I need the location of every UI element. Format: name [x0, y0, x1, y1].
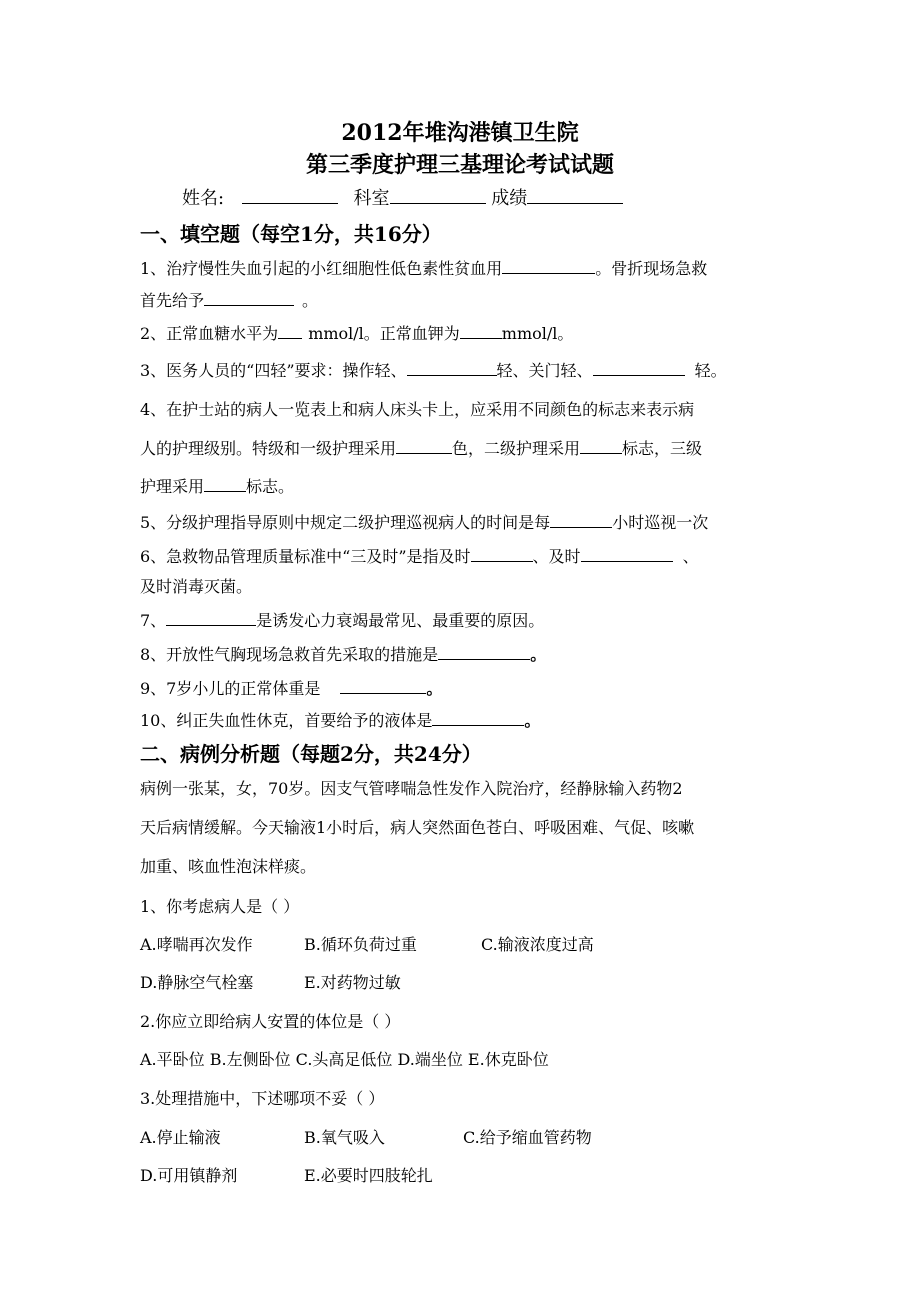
fill-q7-blank[interactable]: [166, 611, 256, 626]
fill-q4-text-c: 色，二级护理采用: [452, 439, 581, 458]
fill-q4-text-b: 人的护理级别。特级和一级护理采用: [140, 439, 397, 458]
case-q3-option-a[interactable]: A.停止输液: [140, 1128, 221, 1147]
fill-q6-line2: 及时消毒灭菌。: [140, 577, 253, 596]
fill-q4-text-f: 标志。: [246, 477, 295, 496]
fill-q10-text-a: 10、纠正失血性休克，首要给予的液体是: [140, 711, 433, 730]
case-q1-option-d[interactable]: D.静脉空气栓塞: [140, 973, 254, 992]
fill-q8: [140, 642, 546, 665]
fill-q4-text-d: 标志，三级: [622, 439, 703, 458]
section1-heading: 一、填空题（每空1分，共16分）: [140, 222, 442, 246]
case-q3-option-c[interactable]: C.给予缩血管药物: [463, 1128, 592, 1147]
fill-q8-text-a: 8、开放性气胸现场急救首先采取的措施是: [140, 645, 439, 664]
fill-q1-line1: [140, 256, 707, 279]
fill-q8-blank[interactable]: [438, 645, 530, 660]
case-q1-option-a[interactable]: A.哮喘再次发作: [140, 935, 253, 954]
fill-q5-text-b: 小时巡视一次: [612, 513, 709, 532]
fill-q3-blank1[interactable]: [407, 361, 497, 376]
case-q3-option-e[interactable]: E.必要时四肢轮扎: [304, 1166, 433, 1185]
exam-title-line2: 第三季度护理三基理论考试试题: [305, 152, 614, 178]
fill-q3: [140, 358, 727, 381]
fill-q9-blank[interactable]: [340, 679, 426, 694]
fill-q2-blank1[interactable]: [278, 324, 302, 339]
case-q1-option-b[interactable]: B.循环负荷过重: [304, 935, 417, 954]
fill-q9-text-b: 。: [426, 679, 443, 698]
fill-q8-text-b: 。: [530, 645, 547, 664]
case-q1-stem: 1、你考虑病人是（ ）: [140, 897, 300, 916]
fill-q4-line3: [140, 474, 294, 497]
fill-q5-blank[interactable]: [550, 513, 612, 528]
fill-q7-text-a: 7、: [140, 611, 167, 630]
fill-q2-text-a: 2、正常血糖水平为: [140, 324, 279, 343]
case-q2-stem: 2.你应立即给病人安置的体位是（ ）: [140, 1012, 401, 1031]
case-q1-option-e[interactable]: E.对药物过敏: [304, 973, 401, 992]
name-label: 姓名:: [182, 188, 225, 209]
fill-q10-text-b: 。: [524, 711, 541, 730]
fill-q3-blank2[interactable]: [593, 361, 685, 376]
fill-q10-blank[interactable]: [432, 711, 524, 726]
fill-q6-text-b: 、及时: [532, 547, 581, 566]
fill-q5: [140, 510, 708, 533]
fill-q2-blank2[interactable]: [460, 324, 502, 339]
fill-q1-text-a: 1、治疗慢性失血引起的小红细胞性低色素性贫血用: [140, 259, 503, 278]
dept-blank[interactable]: [390, 187, 486, 204]
fill-q5-text-a: 5、分级护理指导原则中规定二级护理巡视病人的时间是每: [140, 513, 551, 532]
fill-q6-text-a: 6、急救物品管理质量标准中“三及时”是指及时: [140, 547, 471, 566]
name-blank[interactable]: [242, 187, 338, 204]
fill-q10: [140, 708, 540, 731]
case-text-line2: 天后病情缓解。今天输液1小时后，病人突然面色苍白、呼吸困难、气促、咳嗽: [140, 818, 695, 837]
score-label: 成绩: [491, 188, 528, 209]
fill-q3-text-a: 3、医务人员的“四轻”要求：操作轻、: [140, 361, 407, 380]
fill-q7: [140, 608, 544, 631]
fill-q1-blank1[interactable]: [502, 259, 595, 274]
fill-q2-text-c: mmol/l。: [501, 324, 574, 343]
fill-q2: [140, 321, 573, 344]
fill-q2-text-b: mmol/l。正常血钾为: [308, 324, 460, 343]
case-text-line1: 病例一张某，女，70岁。因支气管哮喘急性发作入院治疗，经静脉输入药物2: [140, 779, 683, 798]
fill-q7-text-b: 是诱发心力衰竭最常见、最重要的原因。: [256, 611, 545, 630]
student-info-line: [182, 184, 623, 210]
fill-q1-text-c: 首先给予: [140, 291, 205, 310]
exam-title-line1: 2012年堆沟港镇卫生院: [341, 120, 579, 146]
fill-q4-blank2[interactable]: [580, 439, 622, 454]
fill-q4-text-e: 护理采用: [140, 477, 205, 496]
fill-q1-blank2[interactable]: [204, 291, 294, 306]
fill-q6-line1: [140, 544, 699, 567]
section2-heading: 二、病例分析题（每题2分，共24分）: [140, 742, 482, 766]
fill-q1-text-d: 。: [302, 291, 319, 310]
case-q1-option-c[interactable]: C.输液浓度过高: [481, 935, 594, 954]
fill-q9: [140, 676, 442, 699]
fill-q4-line1: 4、在护士站的病人一览表上和病人床头卡上，应采用不同颜色的标志来表示病: [140, 400, 695, 419]
fill-q4-blank3[interactable]: [204, 477, 246, 492]
score-blank[interactable]: [527, 187, 623, 204]
fill-q4-line2: [140, 436, 702, 459]
fill-q9-text-a: 9、7岁小儿的正常体重是: [140, 679, 321, 698]
dept-label: 科室: [353, 188, 390, 209]
fill-q6-blank1[interactable]: [471, 547, 533, 562]
case-q3-stem: 3.处理措施中，下述哪项不妥（ ）: [140, 1089, 385, 1108]
fill-q3-text-c: 轻。: [694, 361, 727, 380]
case-q2-options[interactable]: A.平卧位 B.左侧卧位 C.头高足低位 D.端坐位 E.休克卧位: [140, 1050, 549, 1069]
fill-q3-text-b: 轻、关门轻、: [496, 361, 593, 380]
case-q3-option-b[interactable]: B.氧气吸入: [304, 1128, 385, 1147]
fill-q6-blank2[interactable]: [581, 547, 673, 562]
fill-q1-text-b: 。骨折现场急救: [595, 259, 708, 278]
case-text-line3: 加重、咳血性泡沫样痰。: [140, 857, 317, 876]
fill-q4-blank1[interactable]: [396, 439, 452, 454]
fill-q6-text-c: 、: [682, 547, 699, 566]
case-q3-option-d[interactable]: D.可用镇静剂: [140, 1166, 238, 1185]
fill-q1-line2: [140, 288, 318, 311]
